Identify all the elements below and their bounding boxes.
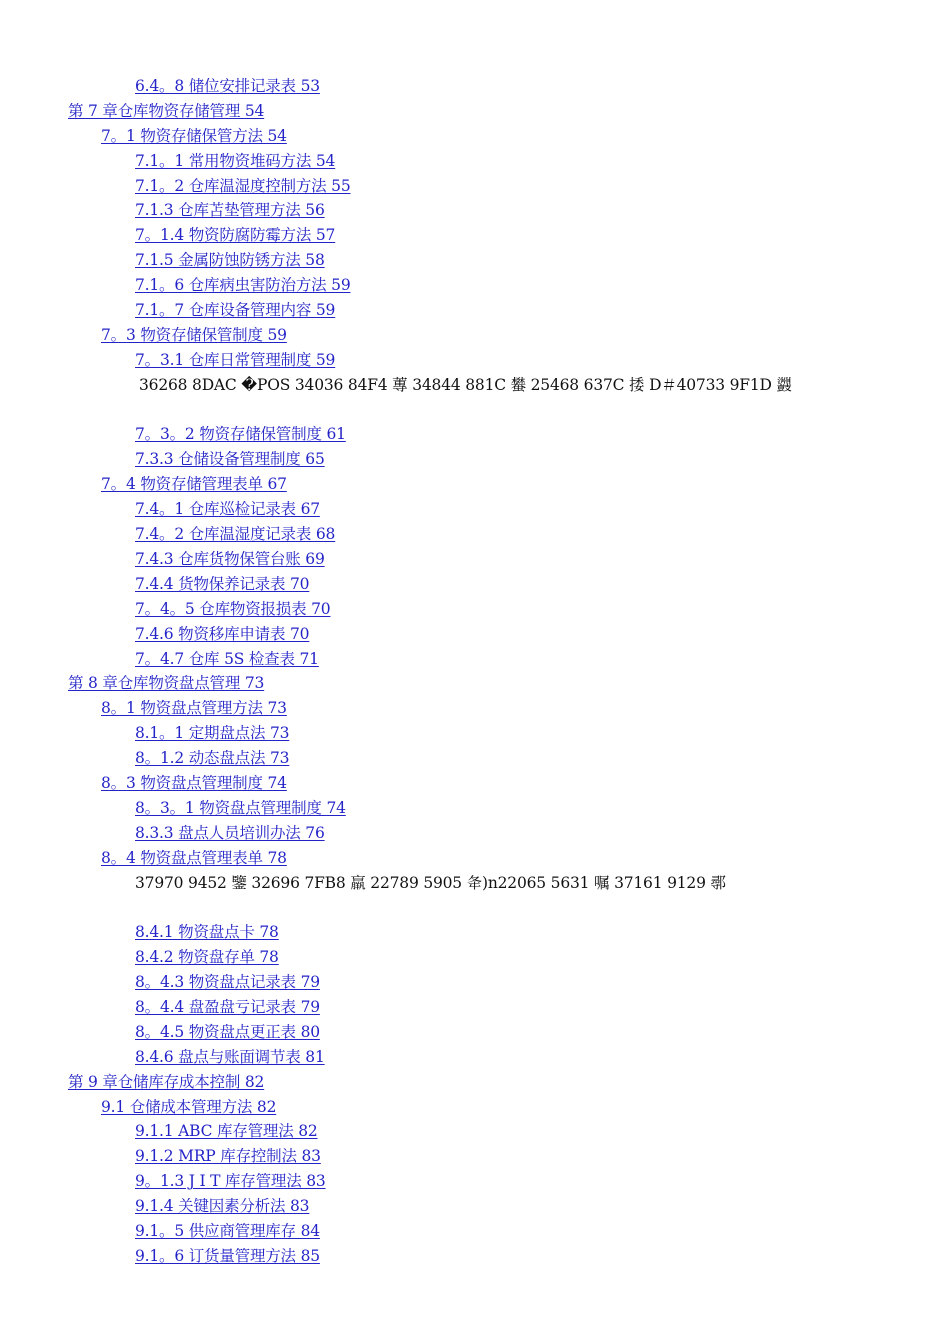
toc-link[interactable]: 6.4。8 储位安排记录表 53 bbox=[135, 77, 320, 95]
toc-entry bbox=[0, 522, 950, 547]
toc-link[interactable]: 7.4。2 仓库温湿度记录表 68 bbox=[135, 525, 336, 544]
toc-link[interactable]: 8。3 物资盘点管理制度 74 bbox=[101, 773, 287, 792]
toc-link[interactable]: 7。4 物资存储管理表单 67 bbox=[101, 475, 287, 494]
toc-link[interactable]: 7.1.5 金属防蚀防锈方法 58 bbox=[135, 251, 325, 270]
toc-entry bbox=[0, 945, 950, 970]
toc-entry bbox=[0, 1020, 950, 1045]
toc-entry bbox=[0, 821, 950, 846]
toc-link[interactable]: 9.1。6 订货量管理方法 85 bbox=[135, 1246, 320, 1265]
toc-entry bbox=[0, 273, 950, 298]
toc-link[interactable]: 7.4.3 仓库货物保管台账 69 bbox=[135, 549, 325, 568]
toc-link[interactable]: 7。4。5 仓库物资报损表 70 bbox=[135, 599, 331, 618]
toc-entry bbox=[0, 1095, 950, 1120]
toc-link[interactable]: 8。1.2 动态盘点法 73 bbox=[135, 749, 290, 768]
encoded-text-line: 37970 9452 鑒 32696 7FB8 羸 22789 5905 夅)n22065 5631 嘱 37161 9129 鄩 bbox=[135, 873, 726, 892]
toc-link[interactable]: 8.4.1 物资盘点卡 78 bbox=[135, 923, 279, 942]
toc-link[interactable]: 8。4 物资盘点管理表单 78 bbox=[101, 848, 287, 867]
toc-entry bbox=[0, 472, 950, 497]
toc-link[interactable]: 8。4.3 物资盘点记录表 79 bbox=[135, 973, 320, 992]
toc-entry bbox=[0, 198, 950, 223]
toc-entry bbox=[0, 447, 950, 472]
toc-entry bbox=[0, 1144, 950, 1169]
toc-link[interactable]: 第 7 章仓库物资存储管理 54 bbox=[68, 101, 265, 120]
toc-link[interactable]: 7.4。1 仓库巡检记录表 67 bbox=[135, 500, 320, 519]
toc-link[interactable]: 7.1.3 仓库苫垫管理方法 56 bbox=[135, 201, 325, 220]
toc-link[interactable]: 8。4.4 盘盈盘亏记录表 79 bbox=[135, 997, 320, 1016]
toc-entry bbox=[0, 248, 950, 273]
toc-link[interactable]: 8。1 物资盘点管理方法 73 bbox=[101, 699, 287, 718]
toc-link[interactable]: 7.3.3 仓储设备管理制度 65 bbox=[135, 450, 325, 469]
toc-link[interactable]: 7。1.4 物资防腐防霉方法 57 bbox=[135, 226, 336, 245]
toc-entry bbox=[0, 796, 950, 821]
toc-link[interactable]: 8。4.5 物资盘点更正表 80 bbox=[135, 1022, 320, 1041]
toc-link[interactable]: 7.1。7 仓库设备管理内容 59 bbox=[135, 301, 336, 320]
toc-link[interactable]: 8.3.3 盘点人员培训办法 76 bbox=[135, 823, 325, 842]
toc-entry bbox=[0, 1169, 950, 1194]
toc-entry bbox=[0, 721, 950, 746]
toc-entry bbox=[0, 597, 950, 622]
toc-entry bbox=[0, 920, 950, 945]
toc-entry bbox=[0, 99, 950, 124]
toc-entry bbox=[0, 671, 950, 696]
toc-link[interactable]: 7.1。1 常用物资堆码方法 54 bbox=[135, 151, 336, 170]
toc-entry bbox=[0, 696, 950, 721]
toc-entry bbox=[0, 547, 950, 572]
toc-entry bbox=[0, 298, 950, 323]
toc-entry bbox=[0, 422, 950, 447]
toc-link[interactable]: 9.1.4 关键因素分析法 83 bbox=[135, 1197, 310, 1216]
toc-entry bbox=[0, 746, 950, 771]
toc-link[interactable]: 9.1 仓储成本管理方法 82 bbox=[101, 1097, 277, 1116]
toc-link[interactable]: 9.1.1 ABC 库存管理法 82 bbox=[135, 1122, 318, 1141]
toc-link[interactable]: 7。3。2 物资存储保管制度 61 bbox=[135, 425, 346, 444]
toc-entry bbox=[0, 174, 950, 199]
toc-link[interactable]: 8.4.2 物资盘存单 78 bbox=[135, 948, 279, 967]
toc-entry bbox=[0, 149, 950, 174]
toc-entry bbox=[0, 995, 950, 1020]
encoded-text-line: 36268 8DAC �POS 34036 84F4 蓴 34844 881C 蠜 25468 637C 捼 D＃40733 9F1D 鼝 bbox=[139, 375, 792, 394]
toc-link[interactable]: 7。4.7 仓库 5S 检查表 71 bbox=[135, 649, 319, 668]
toc-link[interactable]: 9.1。5 供应商管理库存 84 bbox=[135, 1222, 320, 1240]
toc-entry bbox=[0, 647, 950, 672]
toc-link[interactable]: 7.1。2 仓库温湿度控制方法 55 bbox=[135, 176, 351, 195]
toc-entry bbox=[0, 970, 950, 995]
toc-entry bbox=[0, 74, 950, 99]
toc-link[interactable]: 9。1.3 J I T 库存管理法 83 bbox=[135, 1172, 326, 1191]
toc-link[interactable]: 第 9 章仓储库存成本控制 82 bbox=[68, 1072, 265, 1091]
toc-entry bbox=[0, 1070, 950, 1095]
toc-link[interactable]: 7。3.1 仓库日常管理制度 59 bbox=[135, 350, 336, 369]
toc-link[interactable]: 第 8 章仓库物资盘点管理 73 bbox=[68, 674, 265, 693]
table-of-contents bbox=[0, 74, 950, 1269]
toc-entry bbox=[0, 846, 950, 871]
toc-entry bbox=[0, 323, 950, 348]
toc-entry bbox=[0, 223, 950, 248]
toc-entry bbox=[0, 572, 950, 597]
toc-entry bbox=[0, 1194, 950, 1219]
toc-link[interactable]: 7。1 物资存储保管方法 54 bbox=[101, 126, 287, 145]
toc-entry bbox=[0, 622, 950, 647]
toc-link[interactable]: 8。3。1 物资盘点管理制度 74 bbox=[135, 798, 346, 817]
toc-link[interactable]: 7.4.6 物资移库申请表 70 bbox=[135, 624, 310, 643]
toc-entry bbox=[0, 771, 950, 796]
toc-entry bbox=[0, 1219, 950, 1244]
toc-link[interactable]: 7.4.4 货物保养记录表 70 bbox=[135, 574, 310, 593]
toc-entry bbox=[0, 124, 950, 149]
toc-entry bbox=[0, 1244, 950, 1269]
toc-link[interactable]: 9.1.2 MRP 库存控制法 83 bbox=[135, 1147, 321, 1166]
toc-link[interactable]: 7。3 物资存储保管制度 59 bbox=[101, 325, 287, 344]
toc-entry bbox=[0, 1045, 950, 1070]
toc-link[interactable]: 7.1。6 仓库病虫害防治方法 59 bbox=[135, 276, 351, 295]
toc-entry bbox=[0, 1119, 950, 1144]
toc-entry bbox=[0, 497, 950, 522]
toc-entry bbox=[0, 348, 950, 373]
toc-link[interactable]: 8.1。1 定期盘点法 73 bbox=[135, 724, 290, 743]
toc-link[interactable]: 8.4.6 盘点与账面调节表 81 bbox=[135, 1047, 325, 1066]
